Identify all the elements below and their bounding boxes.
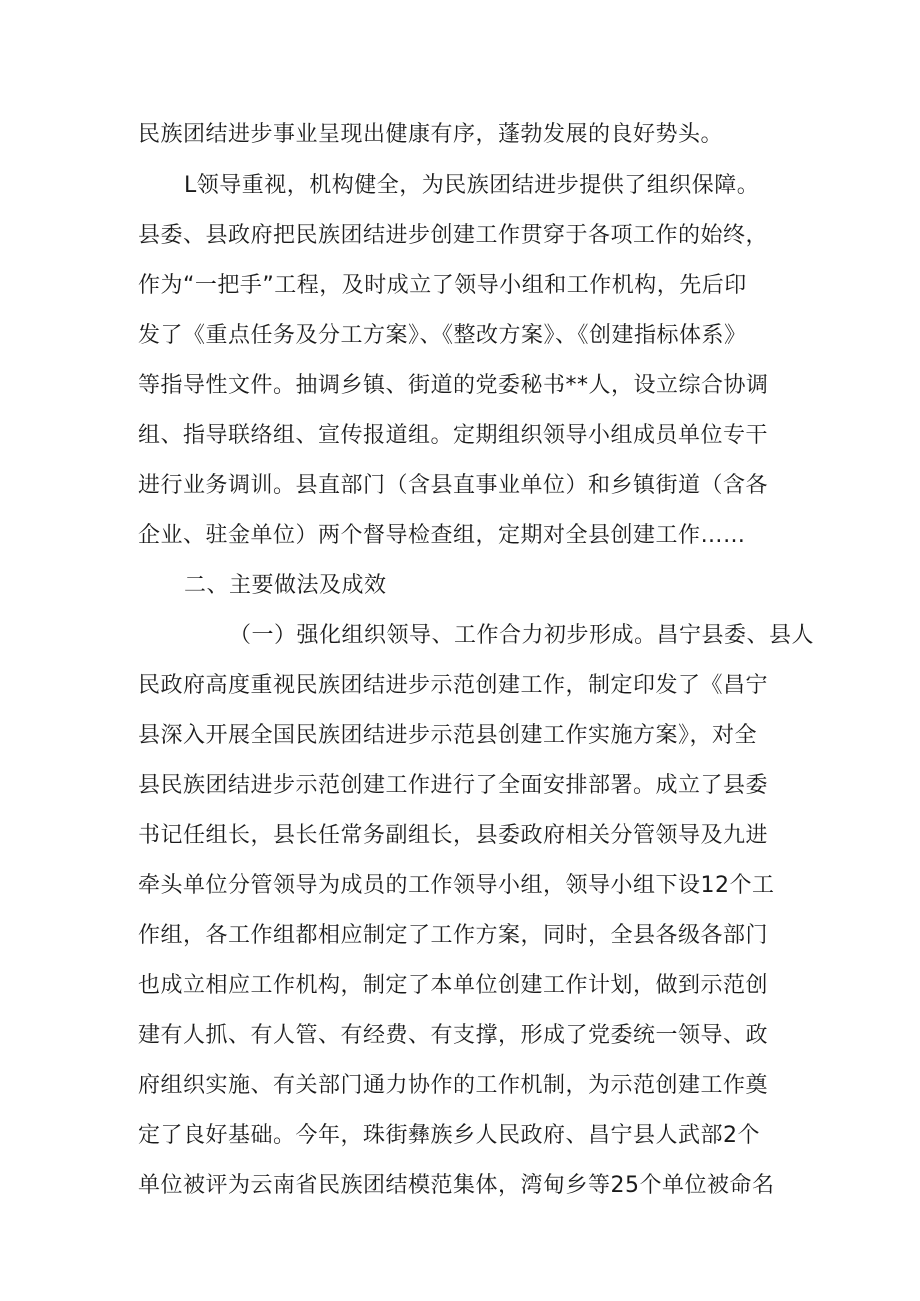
text-line: 民族团结进步事业呈现出健康有序，蓬勃发展的良好势头。 xyxy=(138,122,724,147)
text-line: 也成立相应工作机构，制定了本单位创建工作计划，做到示范创 xyxy=(138,973,769,998)
text-line: 单位被评为云南省民族团结模范集体，湾甸乡等25个单位被命名 xyxy=(138,1173,775,1198)
text-line: 组、指导联络组、宣传报道组。定期组织领导小组成员单位专干 xyxy=(138,423,769,448)
text-line: 作为“一把手”工程，及时成立了领导小组和工作机构，先后印 xyxy=(138,273,747,298)
text-line: 书记任组长，县长任常务副组长，县委政府相关分管领导及九进 xyxy=(138,823,769,848)
text-line: 牵头单位分管领导为成员的工作领导小组，领导小组下设12个工 xyxy=(138,873,775,898)
text-line: 县深入开展全国民族团结进步示范县创建工作实施方案》，对全 xyxy=(138,723,758,748)
text-line: 县委、县政府把民族团结进步创建工作贯穿于各项工作的始终， xyxy=(138,223,769,248)
subsection-heading-line: （一）强化组织领导、工作合力初步形成。昌宁县委、县人 xyxy=(229,623,815,648)
text-line: 等指导性文件。抽调乡镇、街道的党委秘书**人，设立综合协调 xyxy=(138,373,769,398)
text-line: 企业、驻金单位）两个督导检查组，定期对全县创建工作…… xyxy=(138,523,746,548)
text-line: 进行业务调训。县直部门（含县直事业单位）和乡镇街道（含各 xyxy=(138,473,769,498)
text-line: 发了《重点任务及分工方案》、《整改方案》、《创建指标体系》 xyxy=(138,323,747,348)
text-line: 建有人抓、有人管、有经费、有支撑，形成了党委统一领导、政 xyxy=(138,1023,769,1048)
text-line: L领导重视，机构健全，为民族团结进步提供了组织保障。 xyxy=(184,173,760,198)
text-line: 民政府高度重视民族团结进步示范创建工作，制定印发了《昌宁 xyxy=(138,673,769,698)
section-heading: 二、主要做法及成效 xyxy=(184,573,387,598)
text-line: 府组织实施、有关部门通力协作的工作机制，为示范创建工作奠 xyxy=(138,1073,769,1098)
text-line: 定了良好基础。今年，珠街彝族乡人民政府、昌宁县人武部2个 xyxy=(138,1123,760,1148)
text-line: 作组，各工作组都相应制定了工作方案，同时，全县各级各部门 xyxy=(138,923,769,948)
text-line: 县民族团结进步示范创建工作进行了全面安排部署。成立了县委 xyxy=(138,773,769,798)
